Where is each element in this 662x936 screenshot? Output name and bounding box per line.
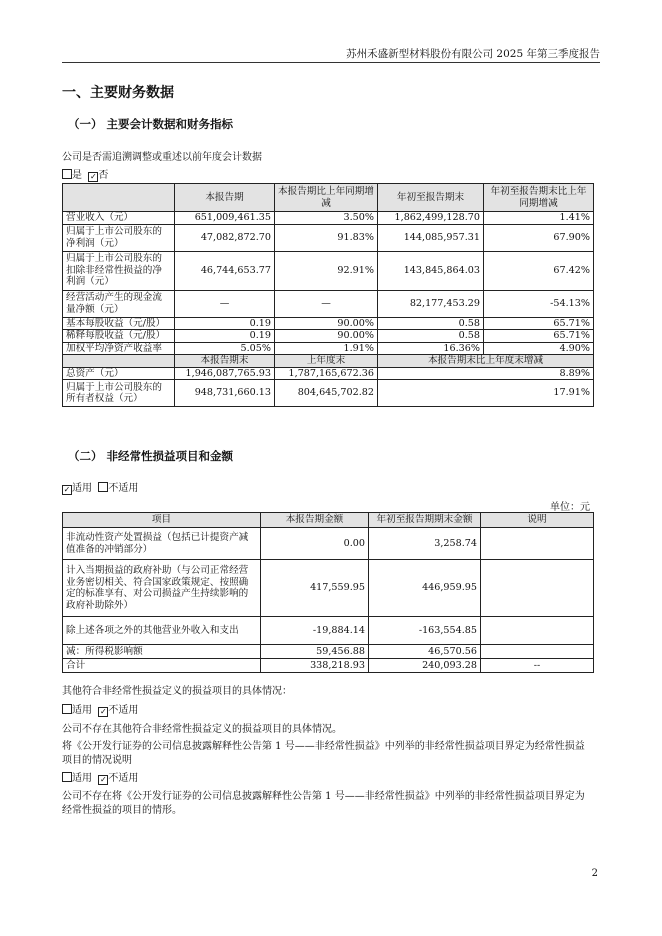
- page-number: 2: [591, 868, 598, 879]
- checkbox-yes[interactable]: [62, 169, 72, 179]
- t1-header: 本报告期比上年同期增减: [275, 184, 378, 212]
- subsection-title-2: （二） 非经常性损益项目和金额: [68, 449, 234, 463]
- other-items-title: 其他符合非经常性损益定义的损益项目的具体情况：: [62, 686, 292, 697]
- nonrecurring-options: ✓ 适用 不适用: [63, 483, 139, 494]
- table-row: 计入当期损益的政府补助（与公司正常经营业务密切相关、符合国家政策规定、按照确定的标准享有、对公司损益产生持续影响的政府补助除外） 417,559.95 446,959.95: [63, 560, 594, 617]
- restate-options: 是 ✓ 否: [62, 166, 108, 182]
- explain-title-line1: 将《公开发行证券的公司信息披露解释性公告第 1 号——非经常性损益》中列举的非经常性损益项目界定为经常性损益: [62, 741, 585, 752]
- checkbox-applicable[interactable]: [62, 772, 72, 782]
- t1-header: [63, 184, 175, 212]
- table-row: 归属于上市公司股东的所有者权益（元） 948,731,660.13 804,645,702.82 17.91%: [63, 380, 594, 407]
- table-row: 除上述各项之外的其他营业外收入和支出 -19,884.14 -163,554.85: [63, 617, 594, 645]
- table-row: 归属于上市公司股东的扣除非经常性损益的净利润（元） 46,744,653.77 92.91% 143,845,864.03 67.42%: [63, 251, 594, 290]
- t1b-header: [63, 355, 175, 368]
- other-items-text: 公司不存在其他符合非经常性损益定义的损益项目的具体情况。: [62, 724, 342, 735]
- explain-text-line1: 公司不存在将《公开发行证券的公司信息披露解释性公告第 1 号——非经常性损益》中列举的非经常性损益项目界定为: [62, 791, 585, 802]
- t2-header: 说明: [481, 513, 594, 528]
- explain-title-line2: 项目的情况说明: [62, 755, 132, 766]
- nonrecurring-items-table: [62, 512, 594, 673]
- t1-header: 本报告期: [175, 184, 275, 212]
- table-row: 营业收入（元） 651,009,461.35 3.50% 1,862,499,128.70 1.41%: [63, 212, 594, 225]
- header-rule: [62, 62, 600, 63]
- section-title: 一、主要财务数据: [62, 85, 174, 101]
- table-row: 合计 338,218.93 240,093.28 --: [63, 659, 594, 673]
- checkbox-applicable[interactable]: ✓: [63, 485, 71, 494]
- table-row: 归属于上市公司股东的净利润（元） 47,082,872.70 91.83% 144,085,957.31 67.90%: [63, 224, 594, 251]
- other-items-options: 适用 ✓ 不适用: [62, 701, 138, 717]
- explain-text-line2: 经常性损益的项目的情形。: [62, 805, 182, 816]
- table-row: 减：所得税影响额 59,456.88 46,570.56: [63, 645, 594, 659]
- table-row: 基本每股收益（元/股） 0.19 90.00% 0.58 65.71%: [63, 317, 594, 330]
- t1b-header: 上年度末: [275, 355, 378, 368]
- checkbox-not-applicable[interactable]: [98, 482, 108, 492]
- t1-header: 年初至报告期末比上年同期增减: [484, 184, 594, 212]
- t1-header: 年初至报告期末: [378, 184, 484, 212]
- table-row: 稀释每股收益（元/股） 0.19 90.00% 0.58 65.71%: [63, 330, 594, 343]
- table-row: 非流动性资产处置损益（包括已计提资产减值准备的冲销部分） 0.00 3,258.74: [63, 528, 594, 560]
- table-row: 经营活动产生的现金流量净额（元） — — 82,177,453.29 -54.13%: [63, 290, 594, 317]
- table-row: 加权平均净资产收益率 5.05% 1.91% 16.36% 4.90%: [63, 342, 594, 355]
- unit-label: 单位：元: [550, 502, 590, 513]
- t1b-header: 本报告期末: [175, 355, 275, 368]
- t2-header: 年初至报告期期末金额: [369, 513, 481, 528]
- t2-header: 项目: [63, 513, 261, 528]
- financial-indicators-table: [62, 183, 594, 407]
- checkbox-applicable[interactable]: [62, 704, 72, 714]
- explain-options: 适用 ✓ 不适用: [62, 769, 138, 785]
- checkbox-not-applicable[interactable]: ✓: [100, 775, 107, 784]
- checkbox-not-applicable[interactable]: ✓: [100, 707, 107, 716]
- t1b-header: 本报告期末比上年度末增减: [378, 355, 594, 368]
- restate-question: 公司是否需追溯调整或重述以前年度会计数据: [62, 152, 262, 163]
- page-header: 苏州禾盛新型材料股份有限公司 2025 年第三季度报告: [346, 48, 600, 60]
- t2-header: 本报告期金额: [261, 513, 369, 528]
- subsection-title-1: （一） 主要会计数据和财务指标: [68, 117, 234, 131]
- table-row: 总资产（元） 1,946,087,765.93 1,787,165,672.36 8.89%: [63, 367, 594, 380]
- checkbox-no[interactable]: ✓: [90, 172, 97, 181]
